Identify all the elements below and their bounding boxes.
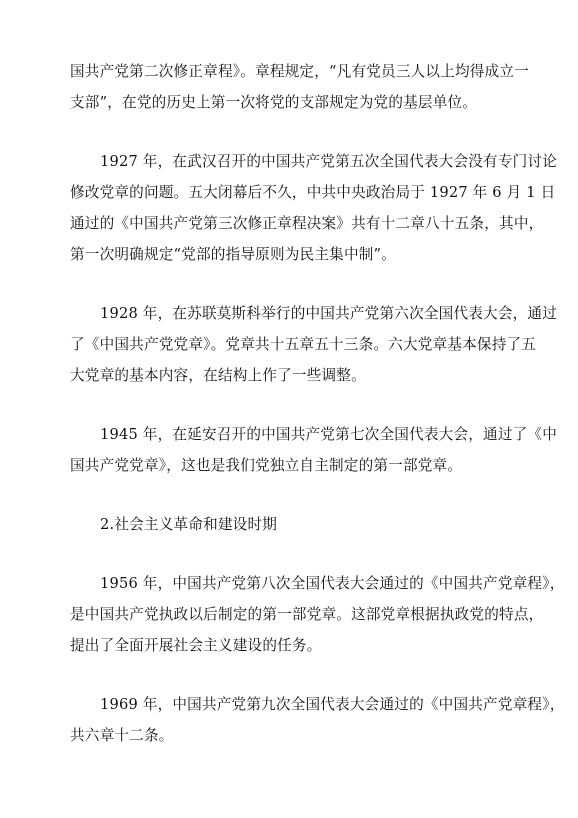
text-line: 国共产党党章》，这也是我们党独立自主制定的第一部党章。 [70,457,463,474]
text-line: 1969 年，中国共产党第九次全国代表大会通过的《中国共产党章程》， [100,696,565,713]
text-line: 1928 年，在苏联莫斯科举行的中国共产党第六次全国代表大会，通过 [100,305,558,322]
text-line: 通过的《中国共产党第三次修正章程决案》共有十二章八十五条，其中， [70,215,544,232]
text-line: 是中国共产党执政以后制定的第一部党章。这部党章根据执政党的特点， [70,606,544,623]
section-heading [70,509,510,540]
paragraph-second-revision-continued [70,56,529,118]
paragraph-1969 [70,689,565,751]
text-line: 修改党章的问题。五大闭幕后不久，中共中央政治局于 1927 年 6 月 1 日 [70,184,556,201]
paragraph-1945 [70,419,558,481]
text-line: 第一次明确规定“党部的指导原则为民主集中制”。 [70,246,396,263]
section-heading-text: 2.社会主义革命和建设时期 [100,516,278,533]
paragraph-1928 [70,298,558,391]
text-line: 国共产党第二次修正章程》。章程规定，“凡有党员三人以上均得成立一 [70,63,529,80]
text-line: 了《中国共产党党章》。党章共十五章五十三条。六大党章基本保持了五 [70,336,537,353]
text-line: 1927 年，在武汉召开的中国共产党第五次全国代表大会没有专门讨论 [100,153,558,170]
text-line: 共六章十二条。 [70,727,174,744]
text-line: 支部”，在党的历史上第一次将党的支部规定为党的基层单位。 [70,94,478,111]
text-line: 大党章的基本内容，在结构上作了一些调整。 [70,367,366,384]
paragraph-1927 [70,146,558,270]
text-line: 1956 年，中国共产党第八次全国代表大会通过的《中国共产党章程》， [100,575,565,592]
paragraph-1956 [70,568,565,661]
text-line: 提出了全面开展社会主义建设的任务。 [70,637,322,654]
text-line: 1945 年，在延安召开的中国共产党第七次全国代表大会，通过了《中 [100,426,558,443]
